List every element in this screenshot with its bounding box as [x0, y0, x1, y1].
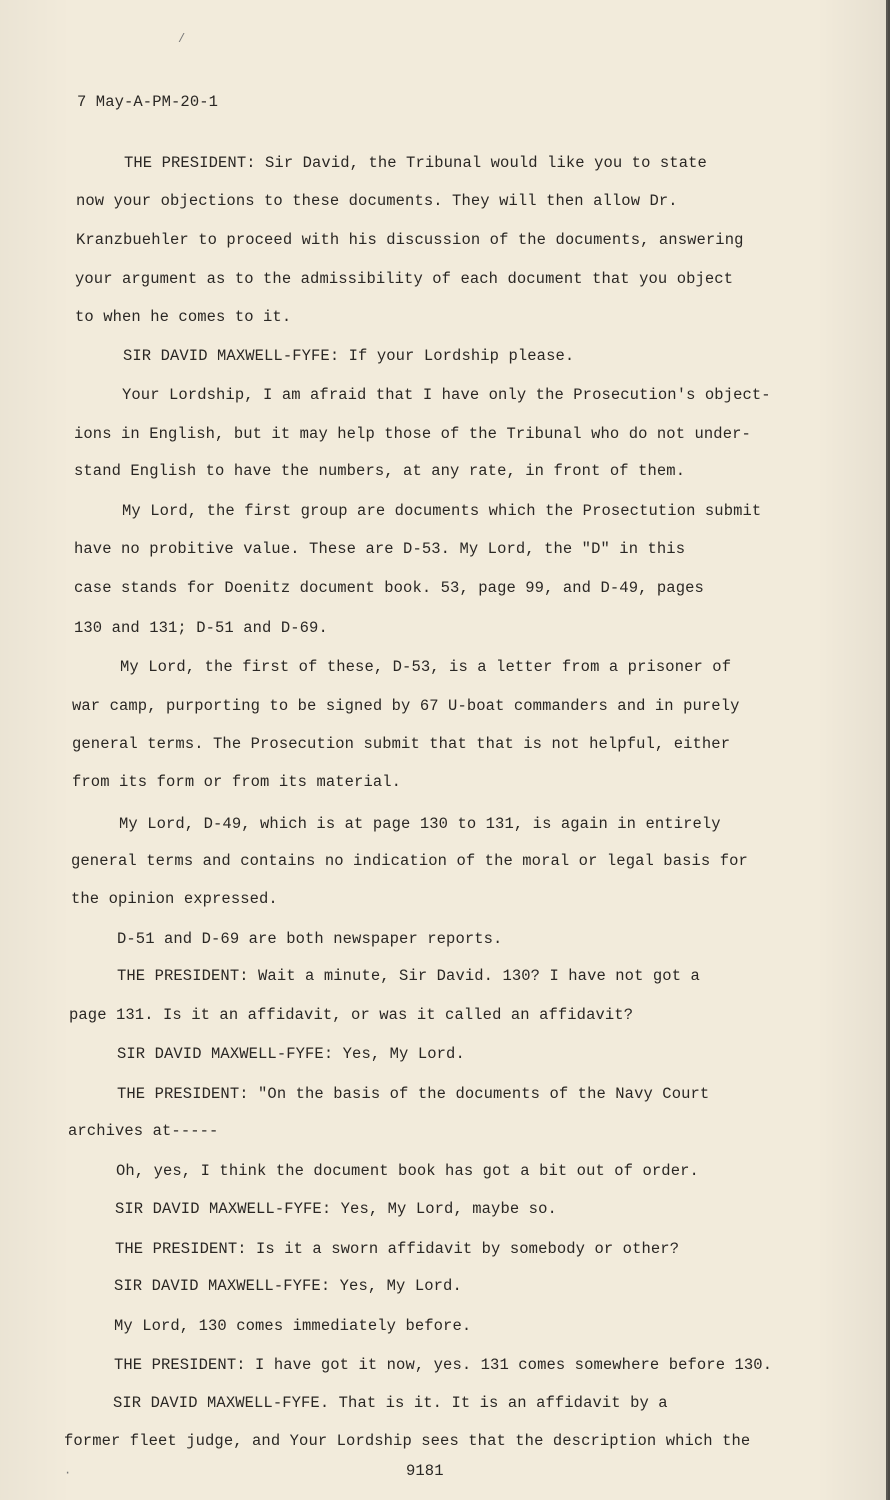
text-line: have no probitive value. These are D-53. My Lord, the "D" in this: [74, 540, 686, 558]
text-line: Oh, yes, I think the document book has got a bit out of order.: [116, 1162, 699, 1180]
text-line: the opinion expressed.: [71, 890, 278, 908]
text-line: case stands for Doenitz document book. 53, page 99, and D-49, pages: [74, 579, 704, 597]
page-edge: [886, 0, 888, 1500]
text-line: SIR DAVID MAXWELL-FYFE: Yes, My Lord, maybe so.: [115, 1200, 557, 1218]
text-line: Your Lordship, I am afraid that I have only the Prosecution's object-: [122, 386, 771, 404]
text-line: THE PRESIDENT: Sir David, the Tribunal would like you to state: [124, 154, 707, 172]
text-line: page 131. Is it an affidavit, or was it called an affidavit?: [69, 1006, 634, 1024]
page-number: 9181: [406, 1462, 444, 1480]
text-line: 130 and 131; D-51 and D-69.: [74, 619, 328, 637]
text-line: THE PRESIDENT: Wait a minute, Sir David. 130? I have not got a: [117, 967, 700, 985]
text-line: SIR DAVID MAXWELL-FYFE: Yes, My Lord.: [117, 1045, 465, 1063]
text-line: THE PRESIDENT: Is it a sworn affidavit by somebody or other?: [115, 1240, 680, 1258]
text-line: THE PRESIDENT: I have got it now, yes. 131 comes somewhere before 130.: [114, 1356, 773, 1374]
text-line: THE PRESIDENT: "On the basis of the documents of the Navy Court: [117, 1085, 710, 1103]
text-line: to when he comes to it.: [75, 308, 292, 326]
page-id: 7 May-A-PM-20-1: [77, 93, 219, 111]
text-line: D-51 and D-69 are both newspaper reports.: [117, 930, 503, 948]
text-line: archives at-----: [68, 1122, 219, 1140]
stray-mark: ·: [64, 1466, 72, 1480]
text-line: from its form or from its material.: [72, 773, 402, 791]
text-line: My Lord, D-49, which is at page 130 to 131, is again in entirely: [119, 815, 721, 833]
stray-mark: /: [178, 32, 186, 46]
text-line: war camp, purporting to be signed by 67 U-boat commanders and in purely: [72, 697, 740, 715]
text-line: My Lord, the first of these, D-53, is a letter from a prisoner of: [120, 658, 732, 676]
text-line: SIR DAVID MAXWELL-FYFE: If your Lordship please.: [123, 347, 575, 365]
text-line: general terms. The Prosecution submit that that is not helpful, either: [72, 735, 731, 753]
text-line: ions in English, but it may help those of the Tribunal who do not under-: [74, 425, 751, 443]
text-line: SIR DAVID MAXWELL-FYFE: Yes, My Lord.: [114, 1277, 462, 1295]
text-line: general terms and contains no indication of the moral or legal basis for: [71, 852, 748, 870]
text-line: your argument as to the admissibility of each document that you object: [75, 270, 734, 288]
text-line: SIR DAVID MAXWELL-FYFE. That is it. It is an affidavit by a: [113, 1394, 668, 1412]
text-line: now your objections to these documents. They will then allow Dr.: [76, 192, 678, 210]
text-line: former fleet judge, and Your Lordship sees that the description which the: [64, 1432, 751, 1450]
text-line: My Lord, 130 comes immediately before.: [114, 1317, 472, 1335]
text-line: My Lord, the first group are documents which the Prosectution submit: [122, 502, 762, 520]
text-line: stand English to have the numbers, at any rate, in front of them.: [74, 462, 686, 480]
text-line: Kranzbuehler to proceed with his discussion of the documents, answering: [76, 231, 744, 249]
